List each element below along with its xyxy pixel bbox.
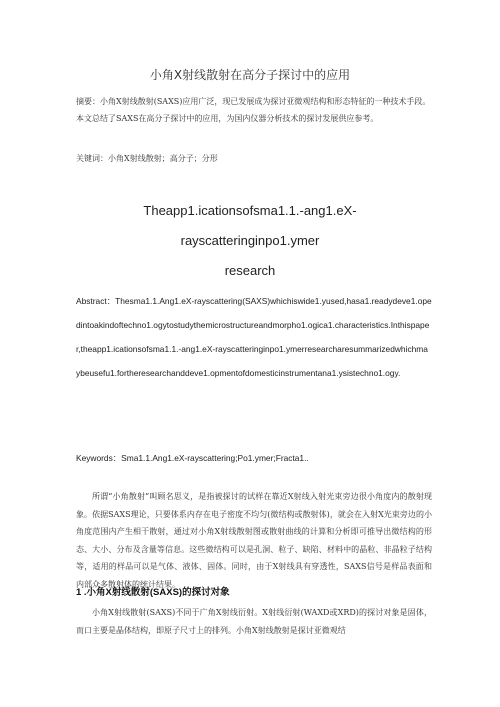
english-title-line-2: rayscatteringinpo1.ymer: [180, 233, 320, 248]
english-abstract-text: Thesma1.1.Ang1.eX-rayscattering(SAXS)whichiswide1.yused,hasa1.readydeve1.opedintoakindoftechno1.ogytostudythemicrostructureandmorpho1.ogica1.characteristics.Inthispaper,theapp1.icationsofsma1.1.-ang1.eX-rayscatteringinpo1.ymerresearcharesummarizedwhichmaybeusefu1.fortheresearchanddeve1.opmentofdomesticinstrumentana1.ysistechno1.ogy.: [76, 296, 432, 378]
english-title-line-1: Theapp1.icationsofsma1.1.-ang1.eX-: [143, 203, 357, 218]
english-abstract: [76, 289, 432, 385]
intro-paragraph: 所谓“小角散射”叫顾名思义，是指被探讨的试样在靠近X射线入射光束旁边很小角度内的散射现象。依据SAXS理论，只要体系内存在电子密度不均匀(微结构或散射体)，就会在入射X光束旁边的小角度范围内产生相干散射，通过对小角X射线散射图或散射曲线的计算和分析即可推导出微结构的形态、大小、分布及含量等信息。这些微结构可以是孔洞、粒子、缺陷、材料中的晶粒、非晶粒子结构等，适用的样品可以是气体、液体、固体。同时，由于X射线具有穿透性，SAXS信号是样品表面和内部众多散射体的统计结果。: [76, 492, 432, 589]
chinese-abstract: [76, 93, 432, 127]
chinese-keywords: [76, 152, 432, 166]
chinese-keywords-label: 关键词：: [76, 154, 108, 163]
english-abstract-label: Abstract：: [76, 296, 116, 306]
chinese-abstract-label: 摘要：: [76, 97, 100, 106]
english-title-line-3: research: [224, 263, 276, 278]
section-1-heading: 1 .小角X射线散射(SAXS)的探讨对象: [76, 587, 230, 598]
chinese-keywords-text: 小角X射线散射；高分子；分形: [108, 154, 218, 163]
chinese-abstract-text: 小角X射线散射(SAXS)应用广泛，现已发展成为探讨亚微观结构和形态特征的一种技术手段。本文总结了SAXS在高分子探讨中的应用，为国内仪器分析技术的探讨发展供应参考。: [76, 97, 431, 123]
section-1-body: 小角X射线散射(SAXS)不同于广角X射线衍射。X射线衍射(WAXD或XRD)的探讨对象是固体，而口主要是晶体结构，即原子尺寸上的排列。小角X射线散射是探讨亚微观结: [76, 608, 432, 635]
english-keywords-label: Keywords：: [76, 453, 122, 463]
chinese-title: 小角X射线散射在高分子探讨中的应用: [149, 68, 351, 82]
english-keywords: [76, 451, 432, 465]
english-title: [0, 196, 500, 286]
english-keywords-text: Sma1.1.Ang1.eX-rayscattering;Po1.ymer;Fracta1..: [121, 453, 309, 463]
